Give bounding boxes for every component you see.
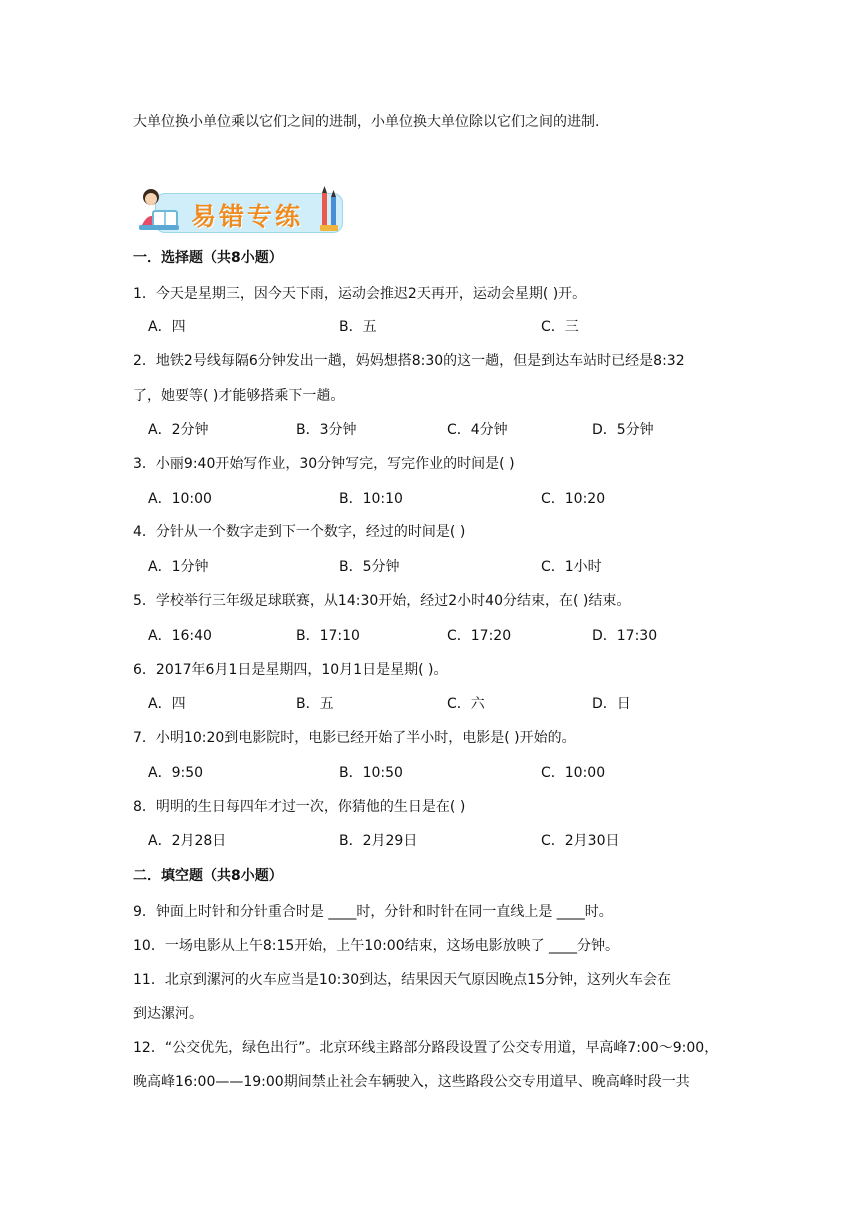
reading-girl-icon: [133, 183, 189, 235]
q6-option-d: D．日: [592, 696, 631, 712]
q4-option-b: B．5分钟: [339, 559, 400, 575]
q2-option-d: D．5分钟: [592, 422, 654, 438]
question-2-cont: 了，她要等( )才能够搭乘下一趟。: [133, 388, 345, 404]
question-3: 3．小丽9:40开始写作业，30分钟写完，写完作业的时间是( ): [133, 456, 515, 472]
q5-option-c: C．17:20: [447, 628, 512, 644]
question-2: 2．地铁2号线每隔6分钟发出一趟，妈妈想搭8:30的这一趟，但是到达车站时已经是8:32: [133, 353, 685, 369]
question-5: 5．学校举行三年级足球联赛，从14:30开始，经过2小时40分结束，在( )结束。: [133, 593, 631, 609]
q8-option-c: C．2月30日: [541, 833, 620, 849]
q3-option-a: A．10:00: [148, 491, 212, 507]
q1-option-c: C．三: [541, 319, 579, 335]
question-11-cont: 到达漯河。: [133, 1006, 203, 1022]
section-fill-title: 二．填空题（共8小题）: [133, 868, 283, 884]
q8-option-a: A．2月28日: [148, 833, 227, 849]
pencil-icon: [319, 185, 341, 233]
q2-option-c: C．4分钟: [447, 422, 508, 438]
question-4: 4．分针从一个数字走到下一个数字，经过的时间是( ): [133, 524, 466, 540]
q5-option-a: A．16:40: [148, 628, 212, 644]
q6-option-c: C．六: [447, 696, 485, 712]
q7-option-a: A．9:50: [148, 765, 204, 781]
q1-option-a: A．四: [148, 319, 186, 335]
question-1: 1．今天是星期三，因今天下雨，运动会推迟2天再开，运动会星期( )开。: [133, 286, 587, 302]
intro-text: 大单位换小单位乘以它们之间的进制，小单位换大单位除以它们之间的进制.: [133, 114, 600, 130]
q3-option-c: C．10:20: [541, 491, 606, 507]
q2-option-b: B．3分钟: [296, 422, 357, 438]
section-choice-title: 一．选择题（共8小题）: [133, 250, 283, 266]
q7-option-b: B．10:50: [339, 765, 403, 781]
q8-option-b: B．2月29日: [339, 833, 418, 849]
q2-option-a: A．2分钟: [148, 422, 209, 438]
question-9: 9．钟面上时针和分针重合时是 ____时，分针和时针在同一直线上是 ____时。: [133, 904, 613, 920]
question-12: 12．“公交优先，绿色出行”。北京环线主路部分路段设置了公交专用道，早高峰7:00～9:00，: [133, 1040, 719, 1056]
q6-option-a: A．四: [148, 696, 186, 712]
q7-option-c: C．10:00: [541, 765, 606, 781]
question-6: 6．2017年6月1日是星期四，10月1日是星期( )。: [133, 662, 448, 678]
q4-option-a: A．1分钟: [148, 559, 209, 575]
question-7: 7．小明10:20到电影院时，电影已经开始了半小时，电影是( )开始的。: [133, 730, 576, 746]
question-11: 11．北京到漯河的火车应当是10:30到达，结果因天气原因晚点15分钟，这列火车会在: [133, 972, 671, 988]
question-10: 10．一场电影从上午8:15开始，上午10:00结束，这场电影放映了 ____分钟。: [133, 938, 620, 954]
q4-option-c: C．1小时: [541, 559, 602, 575]
q1-option-b: B．五: [339, 319, 377, 335]
q5-option-b: B．17:10: [296, 628, 360, 644]
question-12-cont: 晚高峰16:00——19:00期间禁止社会车辆驶入，这些路段公交专用道早、晚高峰时段一共: [133, 1074, 690, 1090]
question-8: 8．明明的生日每四年才过一次，你猜他的生日是在( ): [133, 799, 466, 815]
q5-option-d: D．17:30: [592, 628, 658, 644]
banner-title: 易错专练: [191, 202, 304, 231]
banner: [133, 183, 343, 235]
q6-option-b: B．五: [296, 696, 334, 712]
q3-option-b: B．10:10: [339, 491, 403, 507]
